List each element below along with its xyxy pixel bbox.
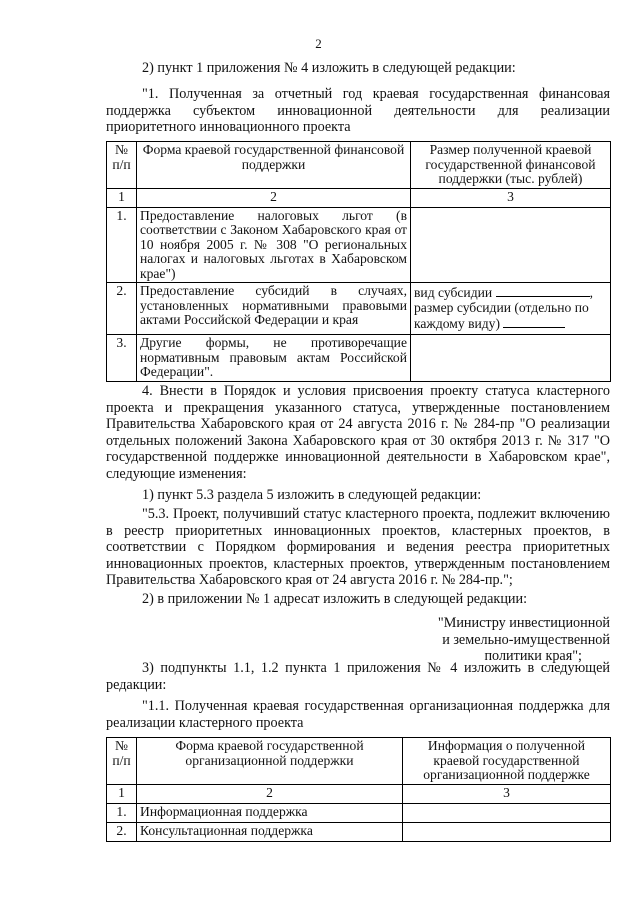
table-row [107,803,611,822]
addressee-line: политики края"; [484,648,582,664]
blank-line [503,315,565,328]
table-header-cell: Размер полученной краевой государственной финансовой поддержки (тыс. рублей) [411,142,611,189]
column-number-cell: 2 [137,784,403,803]
addressee-block [106,615,610,665]
column-number-cell: 3 [403,784,611,803]
row-number-cell: 1. [107,207,137,283]
support-form-cell: Предоставление налоговых льгот (в соответствии с Законом Хабаровского края от 10 ноября 2005 г. № 308 "О региональных налогах и налоговых льготах в Хабаровском крае") [137,207,411,283]
paragraph-item-2: 2) пункт 1 приложения № 4 изложить в следующей редакции: [142,60,516,76]
support-form-cell: Предоставление субсидий в случаях, установленных нормативными правовыми актами Российской Федерации и края [137,283,411,335]
blank-line [496,284,590,297]
paragraph-subitem-1: 1) пункт 5.3 раздела 5 изложить в следующей редакции: [142,487,482,503]
table-row [107,283,611,335]
subsidy-type-label: вид субсидии [414,285,493,300]
paragraph-subitem-2: 2) в приложении № 1 адресат изложить в следующей редакции: [142,591,528,607]
row-number-cell: 3. [107,335,137,382]
paragraph-table1-intro: "1. Полученная за отчетный год краевая государственная финансовая поддержка субъектом инновационной деятельности для реализации приоритетного инновационного проекта [106,86,610,135]
paragraph-subitem-3: 3) подпункты 1.1, 1.2 пункта 1 приложения № 4 изложить в следующей редакции: [106,660,610,693]
subsidy-amount-label: размер субсидии (отдельно по каждому виду) [414,299,589,331]
support-size-cell [411,335,611,382]
column-number-cell: 1 [107,188,137,207]
table-header-cell: № п/п [107,142,137,189]
financial-support-table [106,141,611,382]
row-number-cell: 2. [107,283,137,335]
support-form-cell: Другие формы, не противоречащие нормативным правовым актам Российской Федерации". [137,335,411,382]
table-row [107,335,611,382]
column-number-cell: 1 [107,784,137,803]
addressee-line: "Министру инвестиционной [437,615,610,631]
row-number-cell: 1. [107,803,137,822]
support-info-cell [403,803,611,822]
support-form-cell: Консультационная поддержка [137,822,403,841]
paragraph-table2-intro: "1.1. Полученная краевая государственная организационная поддержка для реализации кластерного проекта [106,698,610,731]
support-form-cell: Информационная поддержка [137,803,403,822]
row-number-cell: 2. [107,822,137,841]
page-number: 2 [315,36,322,51]
table-header-cell: Форма краевой государственной организационной поддержки [137,738,403,785]
support-size-cell: вид субсидии , размер субсидии (отдельно по каждому виду) [411,283,611,335]
addressee-line: и земельно-имущественной [442,631,610,648]
support-info-cell [403,822,611,841]
column-number-cell: 2 [137,188,411,207]
paragraph-item-4: 4. Внести в Порядок и условия присвоения проекту статуса кластерного проекта и прекращения указанного статуса, утвержденные постановлением Правительства Хабаровского края от 24 августа 2016 г. № 284-пр "О реализации отдельных положений Закона Хабаровского края от 30 октября 2013 г. № 317 "О государственной поддержке инновационной деятельности в Хабаровском крае", следующие изменения: [106,383,610,482]
paragraph-clause-5-3: "5.3. Проект, получивший статус кластерного проекта, подлежит включению в реестр приоритетных инновационных проектов, кластерных проектов, в соответствии с Порядком формирования и ведения реестра приоритетных инновационных проектов, кластерных проектов, утвержденным постановлением Правительства Хабаровского края от 24 августа 2016 г. № 284-пр."; [106,506,610,588]
support-size-cell [411,207,611,283]
table-header-cell: № п/п [107,738,137,785]
organizational-support-table [106,737,611,842]
table-header-cell: Информация о полученной краевой государственной организационной поддержке [403,738,611,785]
column-number-cell: 3 [411,188,611,207]
table-row [107,207,611,283]
table-row [107,822,611,841]
table-header-cell: Форма краевой государственной финансовой поддержки [137,142,411,189]
